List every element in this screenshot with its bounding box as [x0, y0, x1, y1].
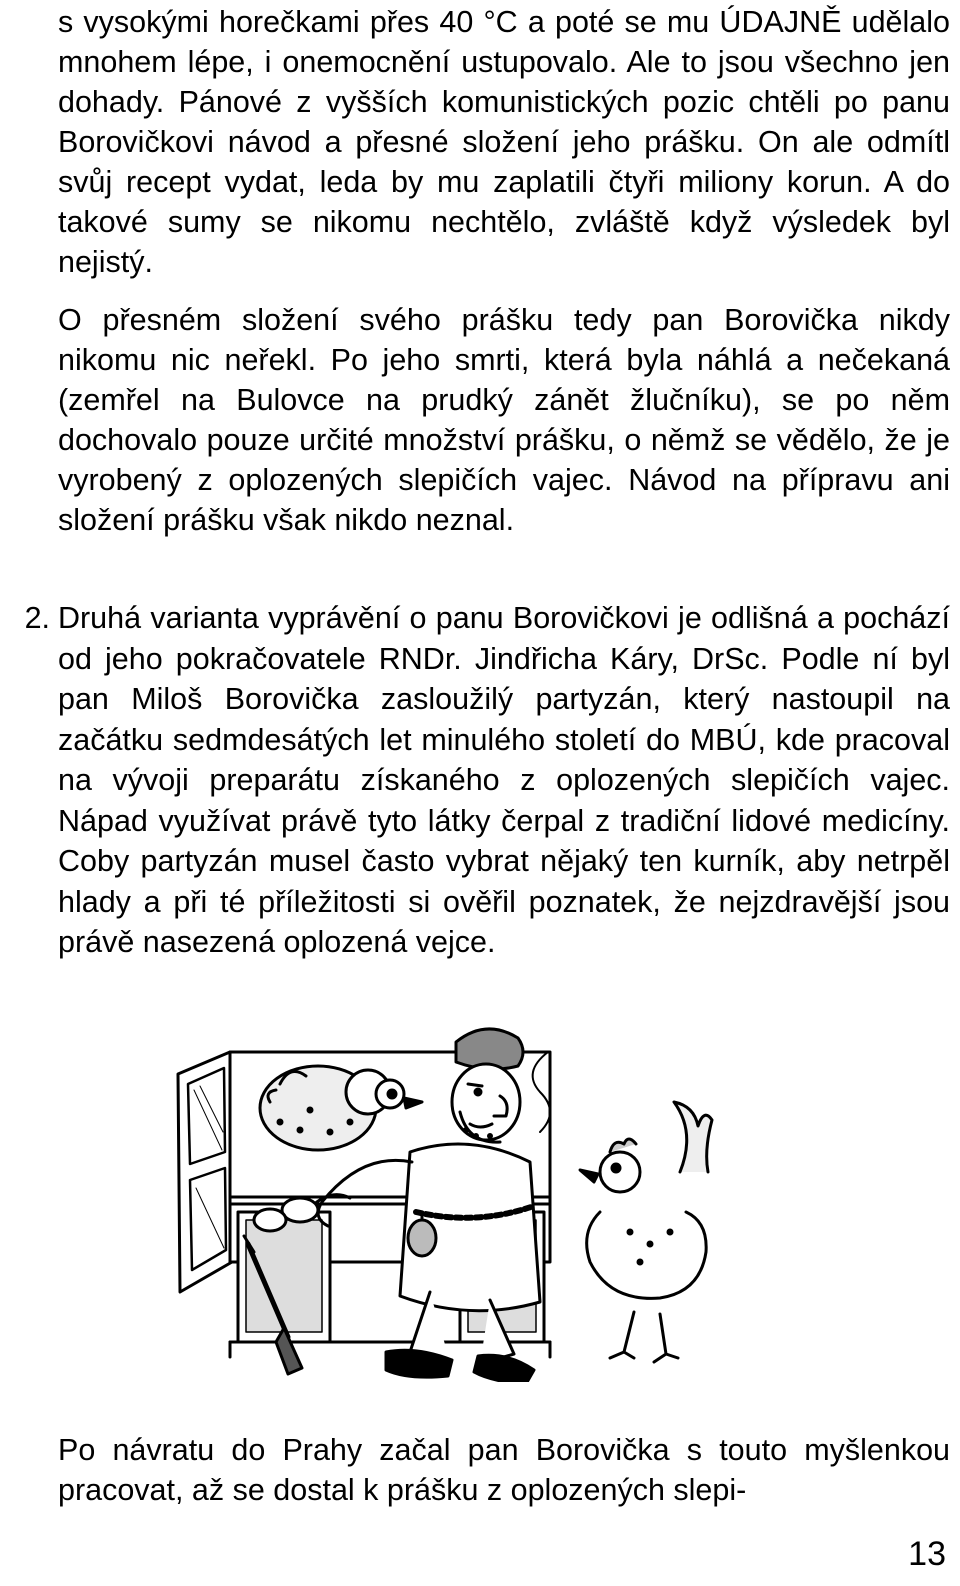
- list-item-number: 2.: [24, 601, 50, 635]
- list-item-2-text: Druhá varianta vyprávění o panu Borovičkovi je odlišná a pochází od jeho pokračovatele RNDr. Jindřicha Káry, DrSc. Podle ní byl pan Miloš Borovička zasloužilý partyzán, který nastoupil na začátku sedmdesátých let minulého století do MBÚ, kde pracoval na vývoji preparátu získaného z oplozených slepičích vajec. Nápad využívat právě tyto látky čerpal z tradiční lidové medicíny. Coby partyzán musel často vybrat nějaký ten kurník, aby netrpěl hlady a při té příležitosti si ověřil poznatek, že nejzdravější jsou právě nasezená oplozená vejce.: [58, 601, 950, 959]
- page-number: 13: [908, 1535, 946, 1573]
- paragraph-1: s vysokými horečkami přes 40 °C a poté se mu ÚDAJNĚ udělalo mnohem lépe, i onemocnění ustupovalo. Ale to jsou všechno jen dohady. Pánové z vyšších komunistických pozic chtěli po panu Borovičkovi návod a přesné složení jeho prášku. On ale odmítl svůj recept vydat, leda by mu zaplatili čtyři miliony korun. A do takové sumy se nikomu nechtělo, zvláště když výsledek byl nejistý.: [58, 5, 950, 279]
- cabinet-door: [178, 1052, 232, 1292]
- cartoon-illustration: [160, 1012, 720, 1382]
- rooster: [580, 1102, 712, 1362]
- paragraph-2: O přesném složení svého prášku tedy pan Borovička nikdy nikomu nic neřekl. Po jeho smrti, která byla náhlá a nečekaná (zemřel na Bulovce na prudký zánět žlučníku), se po něm dochovalo pouze určité množství prášku, o němž se vědělo, že je vyrobený z oplozených slepičích vajec. Návod na přípravu ani složení prášku však nikdo neznal.: [58, 303, 950, 537]
- paragraph-3: Po návratu do Prahy začal pan Borovička s touto myšlenkou pracovat, až se dostal k prášku z oplozených slepi-: [58, 1433, 950, 1507]
